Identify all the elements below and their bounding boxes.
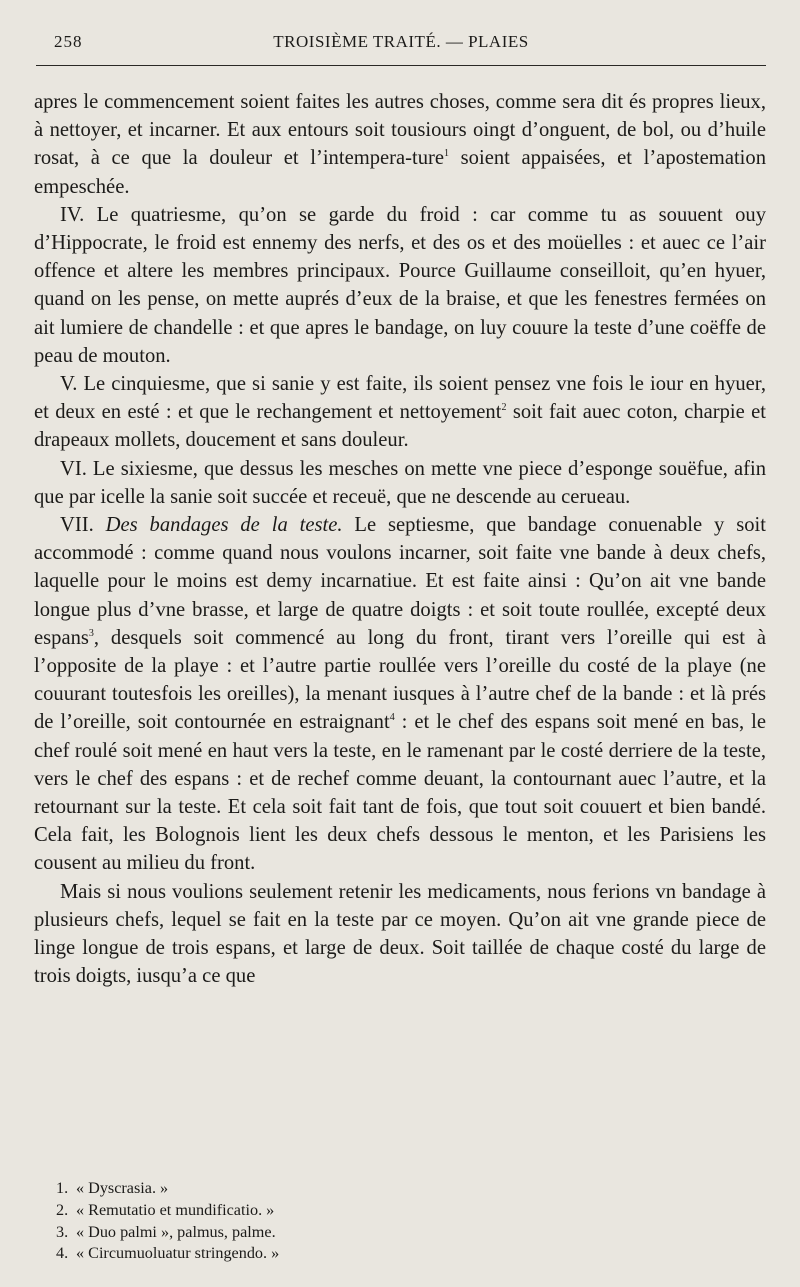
footnotes: [56, 1178, 756, 1265]
footnote: 4. « Circumuoluatur stringendo. »: [56, 1244, 280, 1263]
paragraph-vi: VI. Le sixiesme, que dessus les mesches on mette vne piece d’esponge souëfue, afin que par icelle la sanie soit succée et receuë, que ne descende au cerueau.: [34, 457, 766, 508]
footnote-ref-4: 4: [389, 712, 395, 724]
running-title: TROISIÈME TRAITÉ. — PLAIES: [273, 32, 529, 51]
header-rule: [36, 65, 766, 66]
footnote: 1. « Dyscrasia. »: [56, 1179, 169, 1197]
footnote-ref-2: 2: [501, 402, 507, 414]
footnote: 3. « Duo palmi », palmus, palme.: [56, 1222, 276, 1241]
paragraph-iv: IV. Le quatriesme, qu’on se garde du froid : car comme tu as souuent ouy d’Hippocrate, le froid est ennemy des nerfs, et des os et des moüelles : et auec ce l’air offence et altere les membres principaux. Pource Guillaume conseilloit, qu’en hyuer, quand on les pense, on mette auprés d’eux de la braise, et que les fenestres fermées on ait lumiere de chandelle : et que apres le bandage, on luy couure la teste d’une coëffe de peau de mouton.: [34, 203, 766, 367]
page-number: 258: [54, 32, 83, 51]
footnote-ref-1: 1: [444, 148, 450, 160]
paragraph-1: apres le commencement soient faites les autres choses, comme sera dit és propres lieux, à nettoyer, et incarner. Et aux entours soit tousiours oingt d’onguent, de bol, ou d’huile rosat, à ce que la douleur et l’intempera-ture$^1$ soient appaisées, et l’apostemation empeschée.: [34, 91, 766, 198]
paragraph-vii: VII. Des bandages de la teste. Le septiesme, que bandage conuenable y soit accommodé : comme quand nous voulons incarner, soit faite vne bande à deux chefs, laquelle pour le moins est demy incarnatiue. Et est faite ainsi : Qu’on ait vne bande longue plus d’vne brasse, et large de quatre doigts : et soit toute roullée, excepté deux espans$^3$, desquels soit commencé au long du front, tirant vers l’oreille qui est à l’opposite de la playe : et l’autre partie roullée vers l’oreille du costé de la playe (ne couurant toutesfois les oreilles), la menant iusques à l’autre chef de la bande : et là prés de l’oreille, soit contournée en estraignant$^4$ : et le chef des espans soit mené en bas, le chef roulé soit mené en haut vers la teste, en le ramenant par le costé derriere de la teste, vers le chef des espans : et de rechef comme deuant, la contournant auec l’autre, et la retournant sur la teste. Et cela soit fait tant de fois, que tout soit couuert et bien bandé. Cela fait, les Bolognois lient les deux chefs dessous le menton, et les Parisiens les cousent au milieu du front.: [34, 514, 766, 875]
section-title-italic: Des bandages de la teste.: [105, 514, 343, 537]
footnote: 2. « Remutatio et mundificatio. »: [56, 1200, 275, 1219]
paragraph-v: V. Le cinquiesme, que si sanie y est faite, ils soient pensez vne fois le iour en hyuer, et deux en esté : et que le rechangement et nettoyement$^2$ soit fait auec coton, charpie et drapeaux mollets, doucement et sans douleur.: [34, 373, 766, 452]
main-text: [34, 88, 766, 991]
paragraph-final: Mais si nous voulions seulement retenir les medicaments, nous ferions vn bandage à plusieurs chefs, lequel se fait en la teste par ce moyen. Qu’on ait vne grande piece de linge longue de trois espans, et large de deux. Soit taillée de chaque costé du large de trois doigts, iusqu’a ce que: [34, 880, 766, 988]
footnote-ref-3: 3: [88, 628, 94, 639]
page-header: [36, 30, 766, 58]
